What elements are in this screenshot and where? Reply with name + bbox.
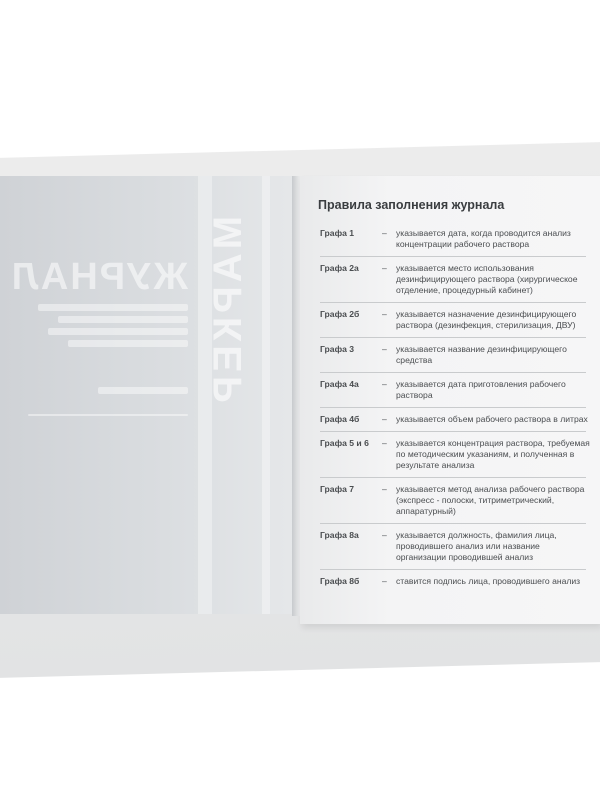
- rule-dash: –: [382, 484, 387, 494]
- mirrored-field-line: [98, 387, 188, 394]
- rule-dash: –: [382, 438, 387, 448]
- rule-row: [320, 228, 592, 250]
- rule-description: указывается место использования дезинфицирующего раствора (хирургическое отделение, процедурный кабинет): [396, 263, 578, 295]
- rule-description: указывается концентрация раствора, требуемая по методическим указаниям, и полученная в результате анализа: [396, 438, 590, 470]
- rule-column-label: Графа 7: [320, 484, 355, 494]
- rule-separator: [320, 302, 586, 303]
- mirrored-brand: МАРКЕР: [206, 216, 250, 407]
- rule-row: [320, 576, 592, 587]
- rule-column-label: Графа 5 и 6: [320, 438, 369, 448]
- rule-row: [320, 414, 592, 425]
- mirrored-title: ЖУРНАЛ: [9, 256, 188, 298]
- rule-description: указывается должность, фамилия лица, проводившего анализ или название организации проводившей анализ: [396, 530, 557, 562]
- rule-description: указывается назначение дезинфицирующего раствора (дезинфекция, стерилизация, ДВУ): [396, 309, 577, 330]
- rule-separator: [320, 431, 586, 432]
- rule-column-label: Графа 3: [320, 344, 355, 354]
- back-cover-page: [0, 176, 300, 614]
- rule-separator: [320, 523, 586, 524]
- rule-dash: –: [382, 228, 387, 238]
- rule-row: [320, 263, 592, 296]
- rules-list: [320, 228, 592, 587]
- rule-column-label: Графа 2б: [320, 309, 360, 319]
- mirrored-rule-line: [28, 414, 188, 416]
- rule-dash: –: [382, 344, 387, 354]
- rule-separator: [320, 256, 586, 257]
- rule-column-label: Графа 4а: [320, 379, 359, 389]
- rule-dash: –: [382, 530, 387, 540]
- rule-separator: [320, 337, 586, 338]
- rule-description: указывается дата, когда проводится анализ концентрации рабочего раствора: [396, 228, 571, 249]
- mirrored-subtitle-line: [48, 328, 188, 335]
- rule-row: [320, 438, 592, 471]
- rule-separator: [320, 477, 586, 478]
- mirrored-subtitle-line: [58, 316, 188, 323]
- rule-description: ставится подпись лица, проводившего анализ: [396, 576, 581, 586]
- rule-row: [320, 484, 592, 517]
- rule-column-label: Графа 2а: [320, 263, 359, 273]
- rule-column-label: Графа 8а: [320, 530, 359, 540]
- rule-description: указывается объем рабочего раствора в литрах: [396, 414, 588, 424]
- rule-dash: –: [382, 309, 387, 319]
- rule-dash: –: [382, 263, 387, 273]
- rule-description: указывается метод анализа рабочего раствора (экспресс - полоски, титриметрический, аппаратурный): [396, 484, 585, 516]
- rule-row: [320, 344, 592, 366]
- rule-column-label: Графа 8б: [320, 576, 360, 586]
- rule-separator: [320, 372, 586, 373]
- rule-dash: –: [382, 379, 387, 389]
- mirrored-cover-text: [8, 256, 188, 421]
- mirrored-subtitle-line: [68, 340, 188, 347]
- rule-row: [320, 379, 592, 401]
- rule-separator: [320, 407, 586, 408]
- rule-description: указывается дата приготовления рабочего раствора: [396, 379, 566, 400]
- rule-description: указывается название дезинфицирующего средства: [396, 344, 567, 365]
- rule-dash: –: [382, 414, 387, 424]
- rule-separator: [320, 569, 586, 570]
- rule-column-label: Графа 1: [320, 228, 355, 238]
- rule-row: [320, 530, 592, 563]
- rule-row: [320, 309, 592, 331]
- rule-dash: –: [382, 576, 387, 586]
- rules-title: Правила заполнения журнала: [318, 198, 505, 212]
- mirrored-subtitle-line: [38, 304, 188, 311]
- rules-page: [300, 176, 600, 624]
- rule-column-label: Графа 4б: [320, 414, 360, 424]
